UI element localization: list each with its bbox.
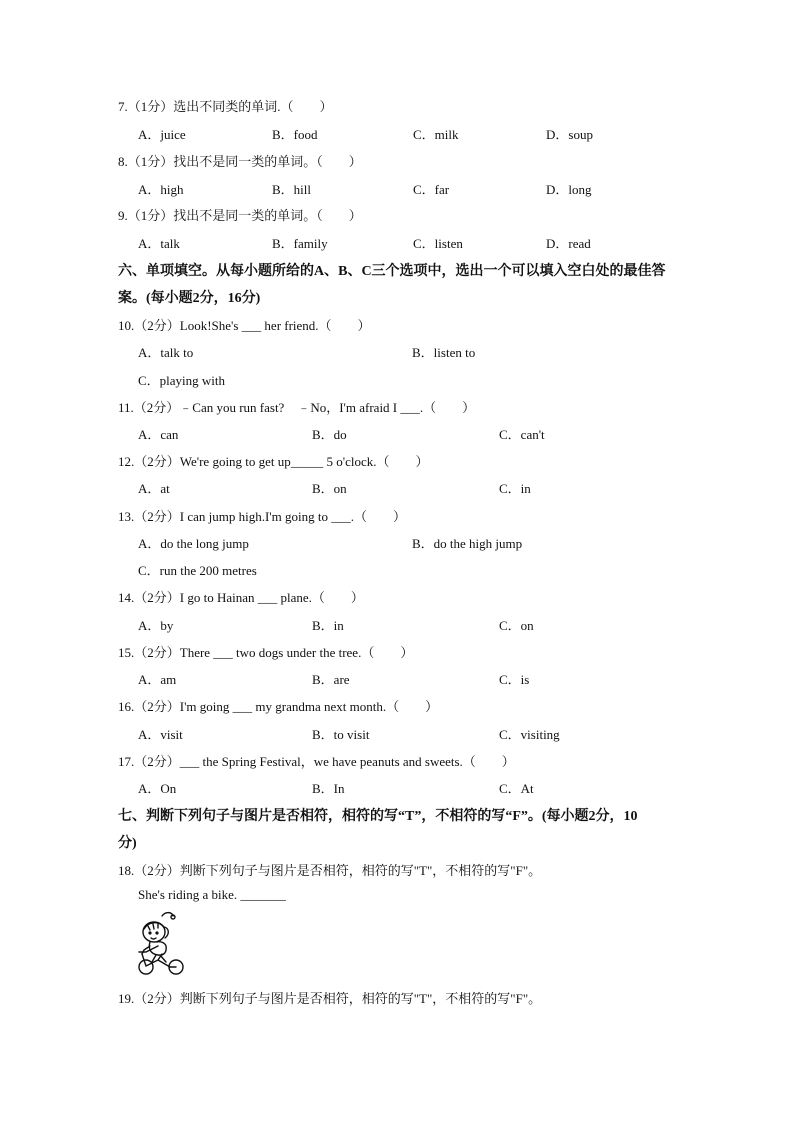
question-18-stem: 18.（2分）判断下列句子与图片是否相符，相符的写"T"，不相符的写"F"。: [118, 863, 542, 878]
question-14-option-a: A．by: [138, 618, 174, 633]
question-7-stem: 7.（1分）选出不同类的单词.（ ）: [118, 99, 333, 114]
girl-riding-bike-illustration: [136, 910, 192, 976]
question-16-stem: 16.（2分）I'm going ___ my grandma next month.（ ）: [118, 699, 439, 714]
question-10-stem: 10.（2分）Look!She's ___ her friend.（ ）: [118, 318, 371, 333]
question-12-option-c: C．in: [499, 481, 531, 496]
question-8-option-b: B．hill: [272, 182, 312, 197]
question-10-option-a: A．talk to: [138, 345, 194, 360]
question-18-sentence: She's riding a bike. _______: [138, 887, 286, 902]
question-8-stem: 8.（1分）找出不是同一类的单词。（ ）: [118, 154, 362, 169]
section-6-heading-line-2: 案。(每小题2分，16分): [118, 291, 261, 306]
question-8-option-c: C．far: [413, 182, 450, 197]
question-15-stem: 15.（2分）There ___ two dogs under the tree.（ ）: [118, 645, 414, 660]
question-11-option-b: B．do: [312, 427, 347, 442]
question-11-stem: 11.（2分）﹣Can you run fast? ﹣No，I'm afraid I ___.（ ）: [118, 400, 476, 415]
section-6-heading-line-1: 六、单项填空。从每小题所给的A、B、C三个选项中，选出一个可以填入空白处的最佳答: [118, 264, 666, 279]
question-13-stem: 13.（2分）I can jump high.I'm going to ___.（ ）: [118, 509, 406, 524]
question-8-option-a: A．high: [138, 182, 184, 197]
question-7-option-c: C．milk: [413, 127, 459, 142]
question-11-option-a: A．can: [138, 427, 179, 442]
question-16-option-a: A．visit: [138, 727, 183, 742]
question-12-option-a: A．at: [138, 481, 170, 496]
question-19-stem: 19.（2分）判断下列句子与图片是否相符，相符的写"T"，不相符的写"F"。: [118, 991, 542, 1006]
question-16-option-b: B．to visit: [312, 727, 370, 742]
question-15-option-b: B．are: [312, 672, 350, 687]
question-14-stem: 14.（2分）I go to Hainan ___ plane.（ ）: [118, 590, 364, 605]
question-11-option-c: C．can't: [499, 427, 545, 442]
question-7-option-d: D．soup: [546, 127, 593, 142]
question-12-stem: 12.（2分）We're going to get up_____ 5 o'clock.（ ）: [118, 454, 429, 469]
question-10-option-b: B．listen to: [412, 345, 476, 360]
question-17-option-a: A．On: [138, 781, 177, 796]
question-9-option-d: D．read: [546, 236, 591, 251]
section-7-heading-line-1: 七、判断下列句子与图片是否相符，相符的写“T”，不相符的写“F”。(每小题2分，10: [118, 809, 638, 824]
question-17-option-b: B．In: [312, 781, 345, 796]
question-9-option-c: C．listen: [413, 236, 463, 251]
question-13-option-a: A．do the long jump: [138, 536, 249, 551]
question-14-option-b: B．in: [312, 618, 344, 633]
question-10-option-c: C．playing with: [138, 373, 226, 388]
question-15-option-a: A．am: [138, 672, 177, 687]
question-9-stem: 9.（1分）找出不是同一类的单词。（ ）: [118, 208, 362, 223]
question-9-option-b: B．family: [272, 236, 328, 251]
question-13-option-b: B．do the high jump: [412, 536, 523, 551]
question-17-stem: 17.（2分）___ the Spring Festival，we have peanuts and sweets.（ ）: [118, 754, 515, 769]
question-12-option-b: B．on: [312, 481, 347, 496]
question-14-option-c: C．on: [499, 618, 534, 633]
question-15-option-c: C．is: [499, 672, 530, 687]
question-13-option-c: C．run the 200 metres: [138, 563, 257, 578]
question-8-option-d: D．long: [546, 182, 592, 197]
question-7-option-b: B．food: [272, 127, 318, 142]
question-17-option-c: C．At: [499, 781, 534, 796]
question-9-option-a: A．talk: [138, 236, 180, 251]
section-7-heading-line-2: 分): [118, 836, 137, 851]
question-7-option-a: A．juice: [138, 127, 186, 142]
question-16-option-c: C．visiting: [499, 727, 560, 742]
